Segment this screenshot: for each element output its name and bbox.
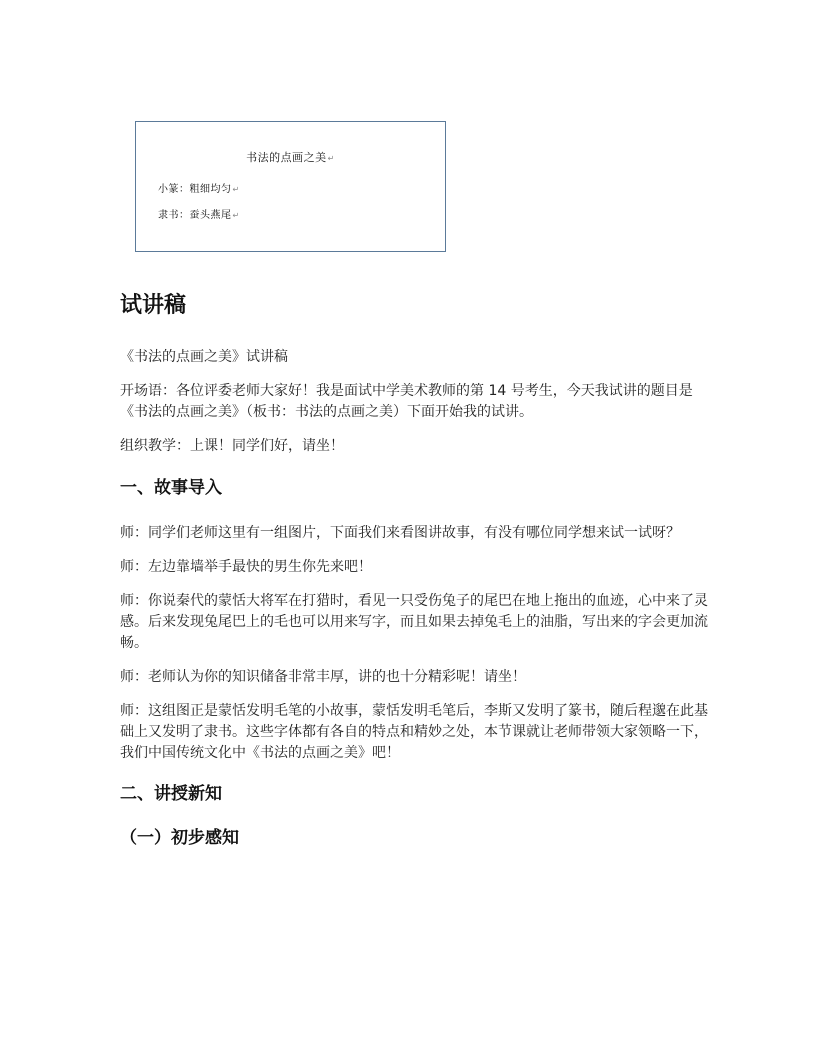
paragraph-mark-icon: ↵ [327,154,335,163]
section2-heading: 二、讲授新知 [120,784,222,804]
section1-heading: 一、故事导入 [120,478,222,498]
blackboard-image [135,121,446,252]
organize-paragraph: 组织教学：上课！同学们好，请坐！ [120,438,344,454]
board-line-lishu: 隶书：蚕头燕尾↵ [158,210,240,221]
board-line-xiaozhuan: 小篆：粗细均匀↵ [158,184,240,195]
section1-paragraph-4: 师：老师认为你的知识储备非常丰厚，讲的也十分精彩呢！请坐！ [120,669,526,685]
paragraph-mark-icon: ↵ [232,211,240,220]
section1-paragraph-2: 师：左边靠墙举手最快的男生你先来吧！ [120,559,372,575]
section2-subheading-1: （一）初步感知 [120,828,239,848]
document-title: 试讲稿 [120,293,187,318]
section1-paragraph-5: 师：这组图正是蒙恬发明毛笔的小故事，蒙恬发明毛笔后，李斯又发明了篆书，随后程邈在此基础上又发明了隶书。这些字体都有各自的特点和精妙之处，本节课就让老师带领大家领略一下，我们中国传统文化中《书法的点画之美》吧！ [120,703,708,761]
section1-paragraph-3: 师：你说秦代的蒙恬大将军在打猎时，看见一只受伤兔子的尾巴在地上拖出的血迹，心中来了灵感。后来发现兔尾巴上的毛也可以用来写字，而且如果去掉兔毛上的油脂，写出来的字会更加流畅。 [120,593,708,651]
board-title: 书法的点画之美↵ [246,151,335,164]
section1-paragraph-1: 师：同学们老师这里有一组图片，下面我们来看图讲故事，有没有哪位同学想来试一试呀？ [120,525,680,541]
opening-paragraph: 开场语：各位评委老师大家好！我是面试中学美术教师的第 14 号考生，今天我试讲的题目是《书法的点画之美》（板书：书法的点画之美）下面开始我的试讲。 [120,383,693,420]
document-subtitle: 《书法的点画之美》试讲稿 [120,349,288,365]
document-body [120,286,708,852]
paragraph-mark-icon: ↵ [232,185,240,194]
